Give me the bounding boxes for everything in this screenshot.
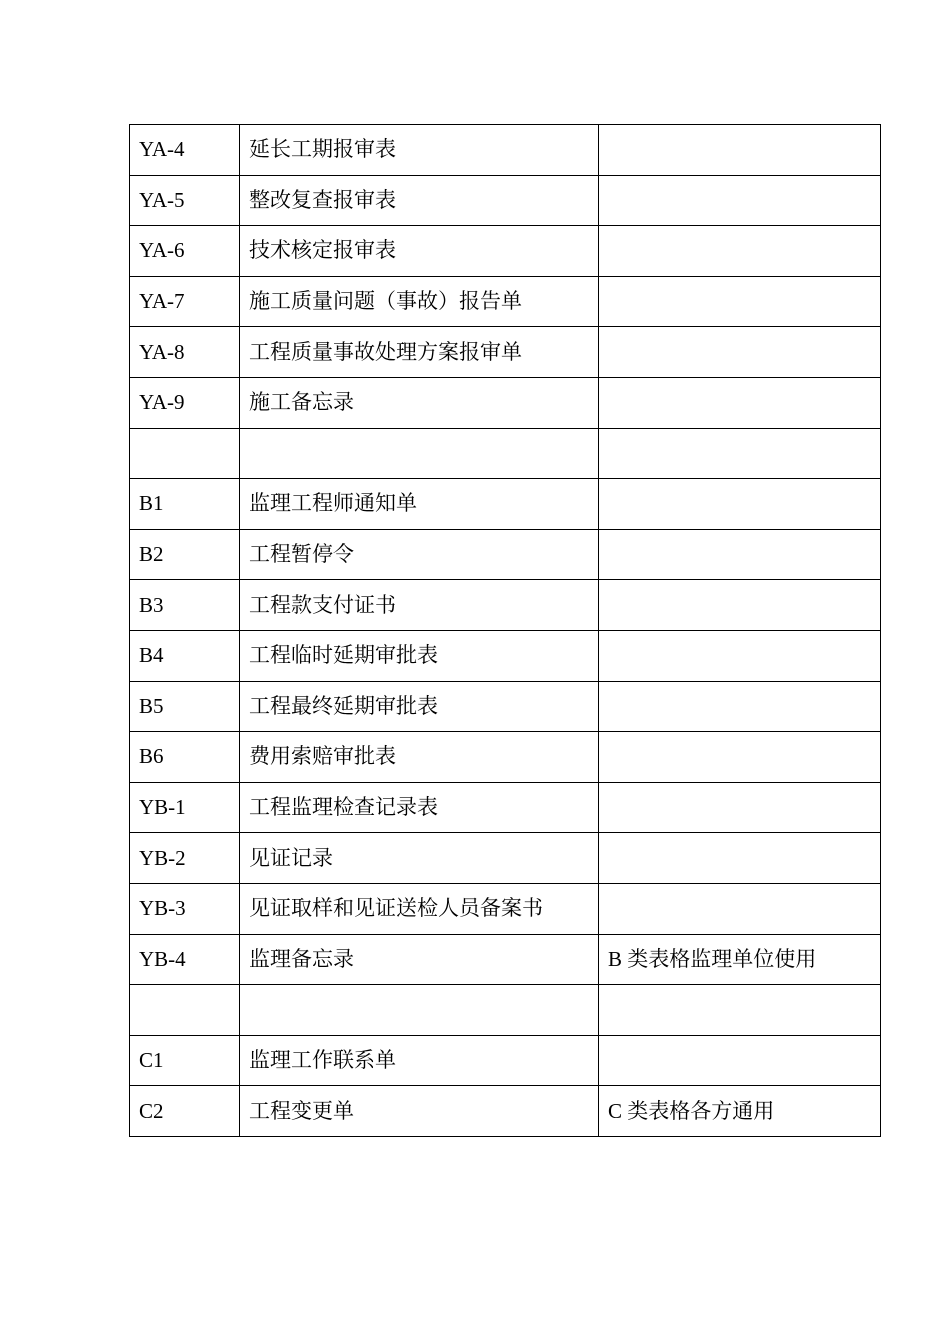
- form-code-cell: B6: [130, 732, 240, 783]
- form-code-cell: YA-8: [130, 327, 240, 378]
- form-name-cell: 延长工期报审表: [240, 125, 599, 176]
- form-index-table: [129, 124, 881, 1137]
- form-code-cell: YA-6: [130, 226, 240, 277]
- form-code-cell: B4: [130, 630, 240, 681]
- table-row: [130, 1035, 881, 1086]
- form-note-cell: [599, 985, 881, 1036]
- form-code-cell: YB-2: [130, 833, 240, 884]
- table-row: [130, 782, 881, 833]
- form-name-cell: [240, 985, 599, 1036]
- table-row: [130, 883, 881, 934]
- form-name-cell: 工程变更单: [240, 1086, 599, 1137]
- form-code-cell: B5: [130, 681, 240, 732]
- table-row: [130, 985, 881, 1036]
- form-code-cell: YA-7: [130, 276, 240, 327]
- form-name-cell: 整改复查报审表: [240, 175, 599, 226]
- form-note-cell: [599, 630, 881, 681]
- form-note-cell: [599, 226, 881, 277]
- form-note-cell: [599, 327, 881, 378]
- form-name-cell: [240, 428, 599, 479]
- form-name-cell: 施工质量问题（事故）报告单: [240, 276, 599, 327]
- form-code-cell: B3: [130, 580, 240, 631]
- form-code-cell: C1: [130, 1035, 240, 1086]
- form-note-cell: [599, 1035, 881, 1086]
- form-name-cell: 工程暂停令: [240, 529, 599, 580]
- table-row: [130, 833, 881, 884]
- table-row: [130, 428, 881, 479]
- form-note-cell: [599, 782, 881, 833]
- form-code-cell: [130, 985, 240, 1036]
- form-note-cell: [599, 377, 881, 428]
- form-code-cell: YB-1: [130, 782, 240, 833]
- table-row: [130, 580, 881, 631]
- form-name-cell: 监理工程师通知单: [240, 479, 599, 530]
- form-code-cell: B1: [130, 479, 240, 530]
- form-code-cell: YA-4: [130, 125, 240, 176]
- table-row: [130, 226, 881, 277]
- form-name-cell: 技术核定报审表: [240, 226, 599, 277]
- table-row: [130, 377, 881, 428]
- table-row: [130, 630, 881, 681]
- form-code-cell: [130, 428, 240, 479]
- table-row: [130, 276, 881, 327]
- form-note-cell: [599, 276, 881, 327]
- form-note-cell: C 类表格各方通用: [599, 1086, 881, 1137]
- table-row: [130, 175, 881, 226]
- form-code-cell: YA-5: [130, 175, 240, 226]
- form-note-cell: [599, 529, 881, 580]
- form-name-cell: 监理工作联系单: [240, 1035, 599, 1086]
- table-row: [130, 934, 881, 985]
- table-row: [130, 125, 881, 176]
- form-name-cell: 见证取样和见证送检人员备案书: [240, 883, 599, 934]
- form-name-cell: 工程款支付证书: [240, 580, 599, 631]
- table-row: [130, 529, 881, 580]
- form-note-cell: [599, 732, 881, 783]
- form-note-cell: [599, 428, 881, 479]
- form-note-cell: [599, 479, 881, 530]
- form-name-cell: 费用索赔审批表: [240, 732, 599, 783]
- form-note-cell: [599, 883, 881, 934]
- table-row: [130, 681, 881, 732]
- form-code-cell: C2: [130, 1086, 240, 1137]
- form-note-cell: [599, 681, 881, 732]
- form-note-cell: [599, 175, 881, 226]
- form-name-cell: 工程监理检查记录表: [240, 782, 599, 833]
- table-body: [130, 125, 881, 1137]
- form-name-cell: 施工备忘录: [240, 377, 599, 428]
- table-row: [130, 732, 881, 783]
- form-name-cell: 工程临时延期审批表: [240, 630, 599, 681]
- form-name-cell: 见证记录: [240, 833, 599, 884]
- form-code-cell: B2: [130, 529, 240, 580]
- form-code-cell: YB-4: [130, 934, 240, 985]
- form-note-cell: B 类表格监理单位使用: [599, 934, 881, 985]
- form-name-cell: 工程质量事故处理方案报审单: [240, 327, 599, 378]
- table-row: [130, 479, 881, 530]
- form-name-cell: 监理备忘录: [240, 934, 599, 985]
- form-code-cell: YB-3: [130, 883, 240, 934]
- form-note-cell: [599, 833, 881, 884]
- table-row: [130, 1086, 881, 1137]
- form-code-cell: YA-9: [130, 377, 240, 428]
- table-row: [130, 327, 881, 378]
- form-note-cell: [599, 580, 881, 631]
- form-name-cell: 工程最终延期审批表: [240, 681, 599, 732]
- form-note-cell: [599, 125, 881, 176]
